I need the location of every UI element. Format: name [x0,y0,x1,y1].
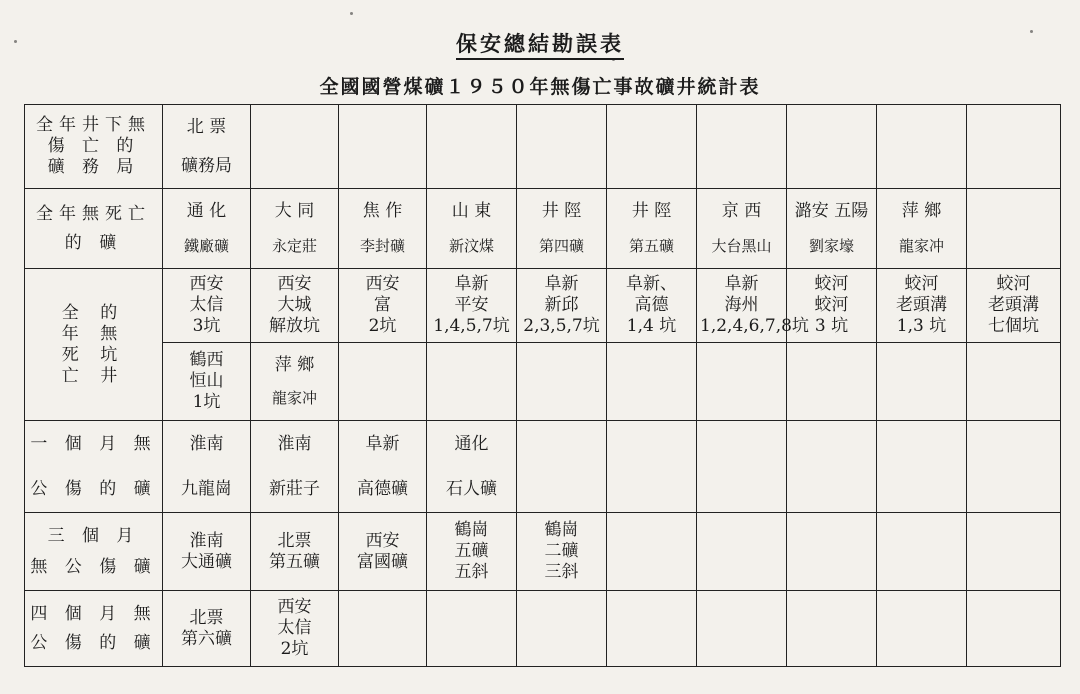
row-header: 全 的 年 無 死 坑 亡 井 [25,269,163,421]
table-cell: 蛟河 老頭溝 1,3 坑 [877,269,967,343]
table-cell: 井 陘 第五礦 [607,189,697,269]
table-cell: 阜新 新邱 2,3,5,7坑 [517,269,607,343]
table-cell [517,105,607,189]
table-cell [339,105,427,189]
table-cell [607,421,697,513]
table-cell [967,105,1061,189]
table-cell [877,591,967,667]
table-cell [877,105,967,189]
table-cell [967,421,1061,513]
table-cell [787,591,877,667]
table-cell: 淮南 大通礦 [163,513,251,591]
table-cell [967,591,1061,667]
table-cell: 鶴崗 五礦 五斜 [427,513,517,591]
table-cell: 北票 第五礦 [251,513,339,591]
table-cell [339,591,427,667]
table-cell [787,513,877,591]
table-cell [697,421,787,513]
document-title: 保安總結勘誤表 [0,28,1080,58]
table-row [25,343,1061,421]
table-cell: 淮南 九龍崗 [163,421,251,513]
table-cell [787,421,877,513]
table-cell [251,105,339,189]
row-header: 三 個 月 無 公 傷 礦 [25,513,163,591]
table-cell [607,591,697,667]
table-cell [787,105,877,189]
table-cell: 阜新、 高德 1,4 坑 [607,269,697,343]
table-cell [517,343,607,421]
table-cell [787,343,877,421]
table-cell [877,343,967,421]
table-cell: 山 東 新汶煤 [427,189,517,269]
table-row [25,189,1061,269]
table-cell [877,513,967,591]
table-cell: 通化 石人礦 [427,421,517,513]
table-cell [697,343,787,421]
table-cell [697,513,787,591]
table-cell: 通 化 鐵廠礦 [163,189,251,269]
table-row [25,269,1061,343]
table-cell: 京 西 大台黑山 [697,189,787,269]
table-cell: 井 陘 第四礦 [517,189,607,269]
table-cell: 阜新 高德礦 [339,421,427,513]
row-header: 全年井下無 傷 亡 的 礦 務 局 [25,105,163,189]
table-cell: 潞安 五陽 劉家壕 [787,189,877,269]
table-cell: 鶴西 恒山 1坑 [163,343,251,421]
table-cell: 萍 鄉 龍家冲 [877,189,967,269]
document-subtitle: 全國國營煤礦１９５０年無傷亡事故礦井統計表 [319,76,761,98]
table-row [25,421,1061,513]
row-header: 一 個 月 無 公 傷 的 礦 [25,421,163,513]
table-cell: 鶴崗 二礦 三斜 [517,513,607,591]
table-row [25,513,1061,591]
table-row [25,591,1061,667]
table-cell: 西安 富 2坑 [339,269,427,343]
table-cell: 大 同 永定莊 [251,189,339,269]
table-row [25,105,1061,189]
table-cell [967,343,1061,421]
table-cell: 西安 大城 解放坑 [251,269,339,343]
table-cell [427,343,517,421]
table-cell: 北 票 礦務局 [163,105,251,189]
table-cell: 北票 第六礦 [163,591,251,667]
table-cell: 焦 作 李封礦 [339,189,427,269]
table-cell: 西安 富國礦 [339,513,427,591]
table-cell [427,105,517,189]
table-cell [517,421,607,513]
table-cell: 西安 太信 2坑 [251,591,339,667]
row-header: 全年無死亡 的 礦 [25,189,163,269]
table-cell [967,513,1061,591]
table-cell: 蛟河 老頭溝 七個坑 [967,269,1061,343]
table-cell [697,591,787,667]
table-cell [427,591,517,667]
table-cell: 淮南 新莊子 [251,421,339,513]
table-cell [607,343,697,421]
table-cell [697,105,787,189]
table-cell: 蛟河 蛟河 3 坑 [787,269,877,343]
table-cell [607,513,697,591]
statistics-table [24,104,1061,667]
table-cell [517,591,607,667]
paper-speck [350,12,353,15]
table-cell: 阜新 海州 1,2,4,6,7,8坑 [697,269,787,343]
table-cell [607,105,697,189]
row-header: 四 個 月 無 公 傷 的 礦 [25,591,163,667]
table-cell: 萍 鄉 龍家冲 [251,343,339,421]
table-cell [339,343,427,421]
table-cell [967,189,1061,269]
table-cell: 阜新 平安 1,4,5,7坑 [427,269,517,343]
table-cell: 西安 太信 3坑 [163,269,251,343]
table-cell [877,421,967,513]
